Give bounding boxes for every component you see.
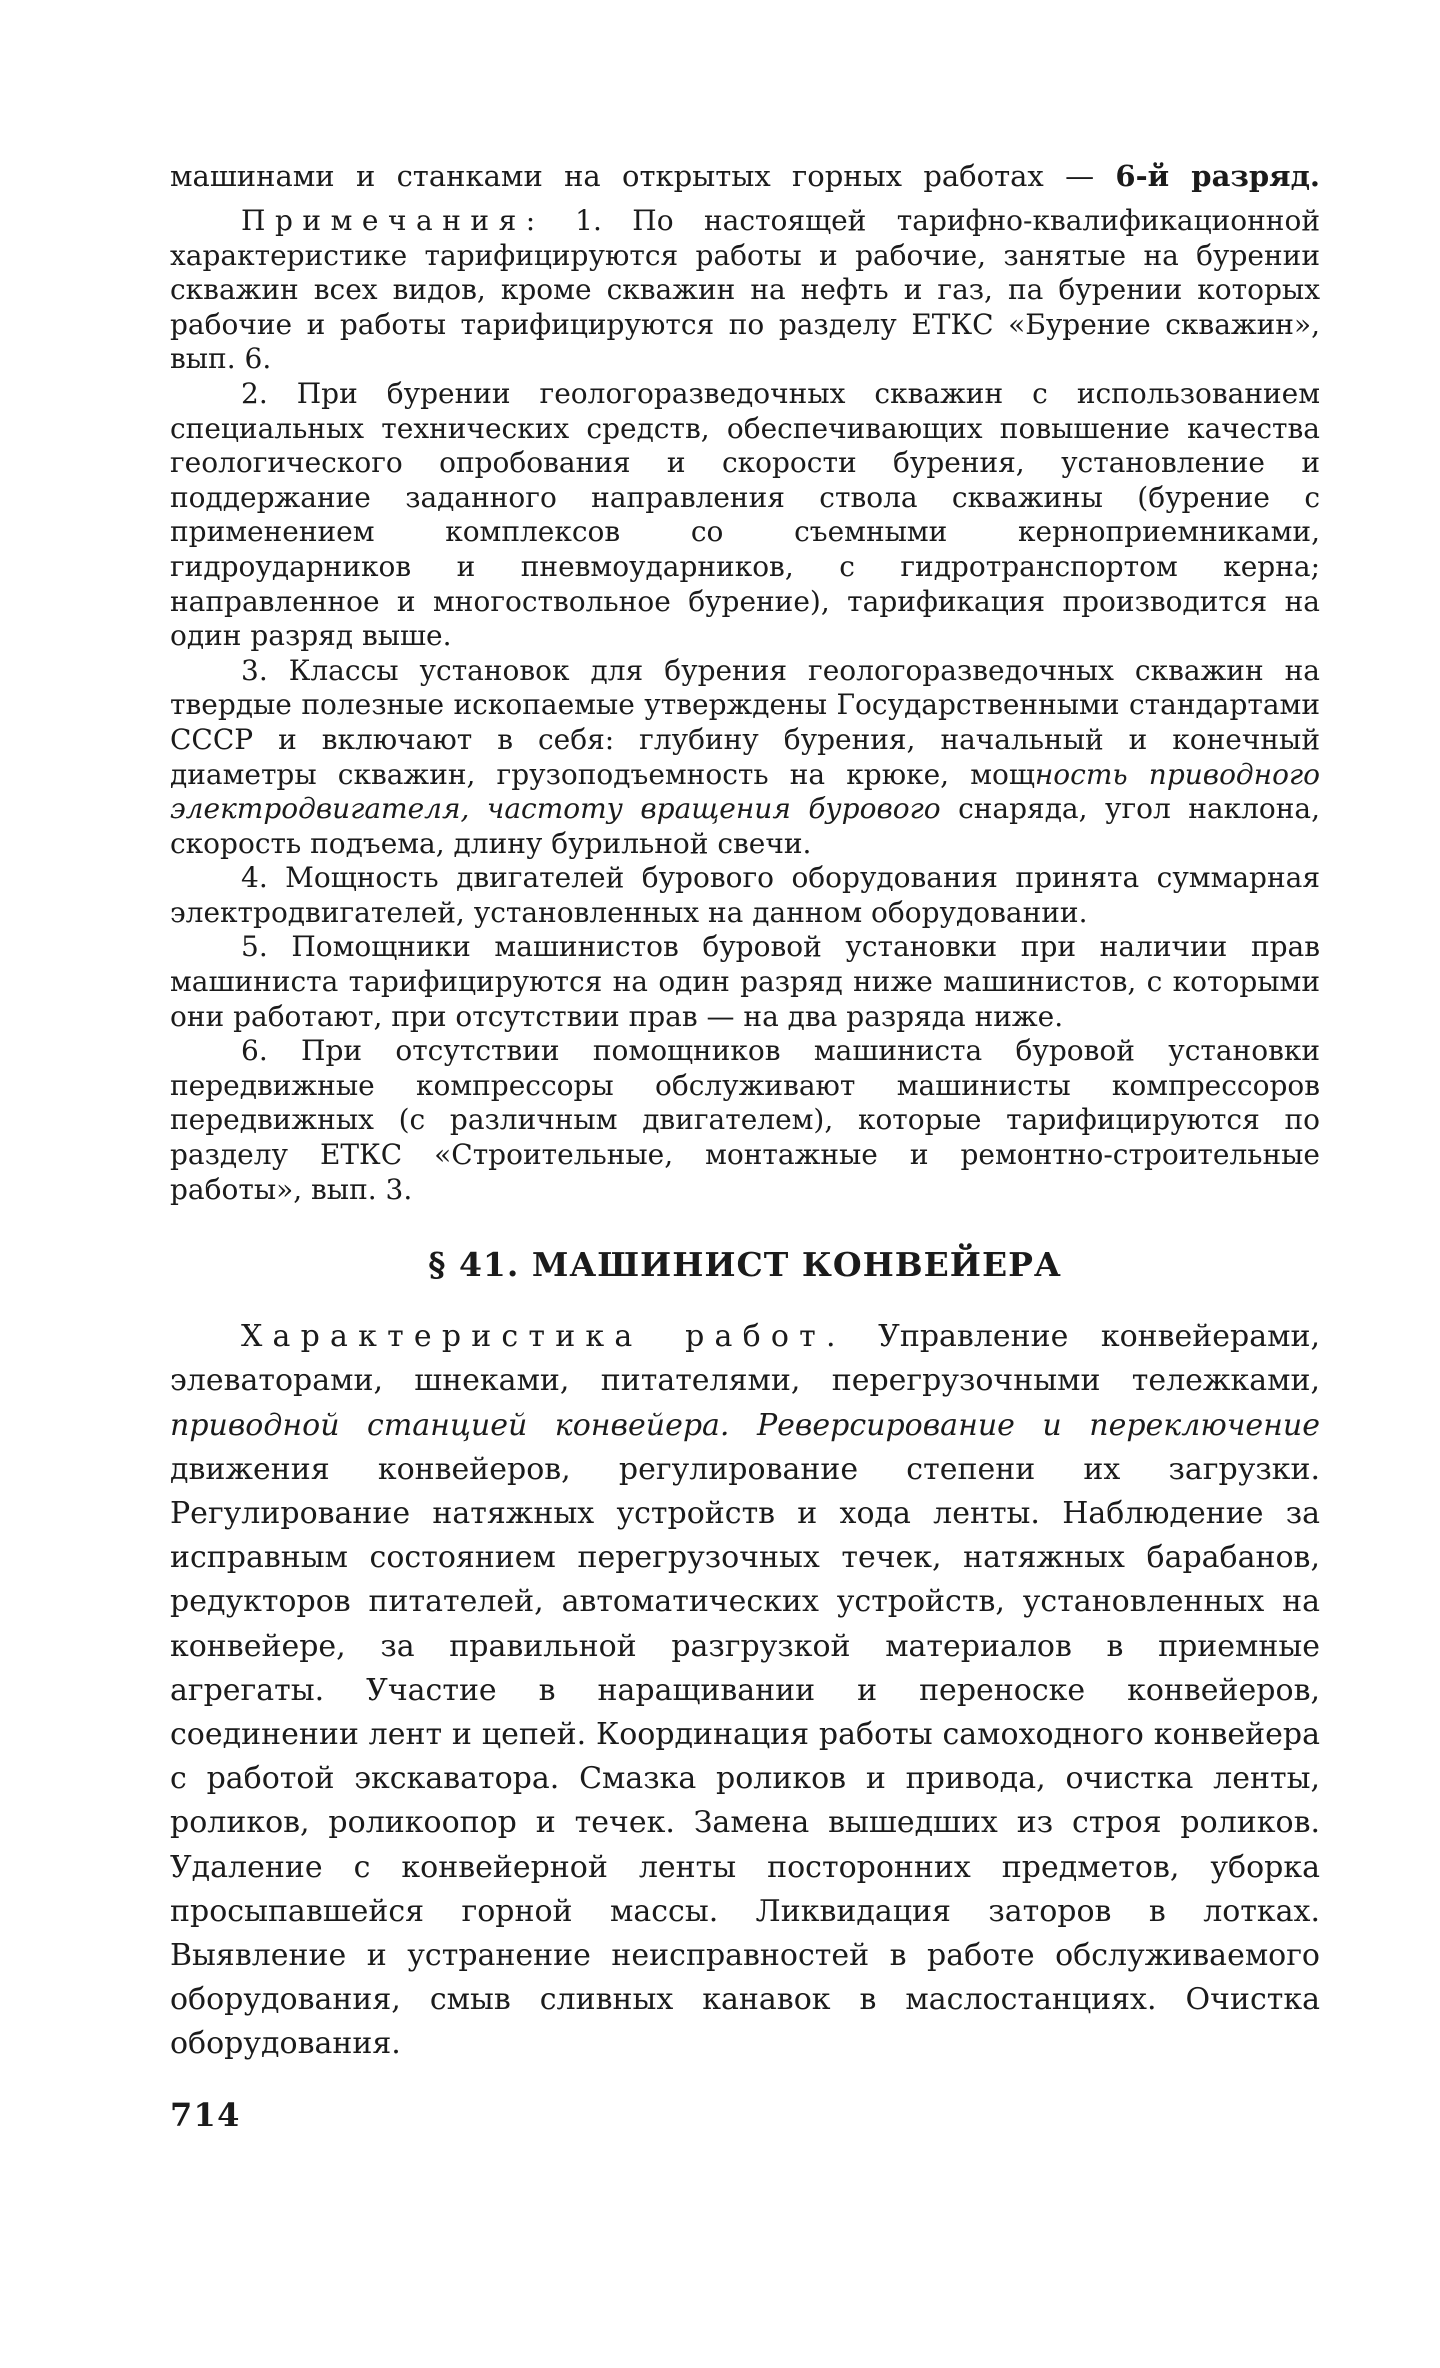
characteristic-paragraph (170, 1315, 1320, 2066)
characteristic-italic: приводной станцией конвейера. Реверсирование и переключение (170, 1407, 1320, 1443)
note-5: 5. Помощники машинистов буровой установки при наличии прав машиниста тарифицируются на один разряд ниже машинистов, с которыми они работают, при отсутствии прав — на два разряда ниже. (170, 930, 1320, 1033)
notes-label: Примечания: (241, 204, 545, 237)
note-6: 6. При отсутствии помощников машиниста буровой установки передвижные компрессоры обслуживают машинисты компрессоров передвижных (с различным двигателем), которые тарифицируются по разделу ЕТКС «Строительные, монтажные и ремонтно-строительные работы», вып. 3. (170, 1034, 1320, 1206)
characteristic-label: Характеристика работ. (241, 1319, 846, 1355)
section-heading: § 41. МАШИНИСТ КОНВЕЙЕРА (428, 1245, 1062, 1285)
note-3 (170, 654, 1320, 862)
note-3-tail: снаряда, угол наклона, скорость подъема, длину бурильной свечи. (170, 792, 1320, 860)
note-1 (170, 204, 1320, 377)
characteristic-text-2: движения конвейеров, регулирование степени их загрузки. Регулирование натяжных устройств и хода ленты. Наблюдение за исправным состоянием перегрузочных течек, натяжных барабанов, редукторов питателей, автоматических устройств, установленных на конвейере, за правильной разгрузкой материалов в приемные агрегаты. Участие в наращивании и переноске конвейеров, соединении лент и цепей. Координация работы самоходного конвейера с работой экскаватора. Смазка роликов и привода, очистка ленты, роликов, роликоопор и течек. Замена вышедших из строя роликов. Удаление с конвейерной ленты посторонних предметов, уборка просыпавшейся горной массы. Ликвидация заторов в лотках. Выявление и устранение неисправностей в работе обслуживаемого оборудования, смыв сливных канавок в маслостанциях. Очистка оборудования. (170, 1451, 1320, 2062)
note-4: 4. Мощность двигателей бурового оборудования принята суммарная электродвигателей, установленных на данном оборудовании. (170, 861, 1320, 929)
note-1-text: 1. По настоящей тарифно-квалификационной характеристике тарифицируются работы и рабочие, занятые на бурении скважин всех видов, кроме скважин на нефть и газ, па бурении которых рабочие и работы тарифицируются по разделу ЕТКС «Бурение скважин», вып. 6. (170, 204, 1320, 376)
continuation-line (170, 156, 1320, 196)
note-3-italic: ность приводного электродвигателя, частоту вращения бурового (170, 757, 1320, 826)
page-content (170, 156, 1320, 2067)
grade-text: 6-й разряд. (1115, 159, 1320, 193)
note-3-text: 3. Классы установок для бурения геологоразведочных скважин на твердые полезные ископаемые утверждены Государственными стандартами СССР и включают в себя: глубину бурения, начальный и конечный диаметры скважин, грузоподъемность на крюке, мощ (170, 653, 1320, 791)
continuation-text: машинами и станками на открытых горных работах — (170, 159, 1116, 193)
note-2: 2. При бурении геологоразведочных скважин с использованием специальных технических средств, обеспечивающих повышение качества геологического опробования и скорости бурения, установление и поддержание заданного направления ствола скважины (бурение с применением комплексов со съемными керноприемниками, гидроударников и пневмоударников, с гидротранспортом керна; направленное и многоствольное бурение), тарификация производится на один разряд выше. (170, 376, 1320, 653)
page-number: 714 (170, 2096, 241, 2134)
characteristic-text-1: Управление конвейерами, элеваторами, шнеками, питателями, перегрузочными тележками, (170, 1319, 1320, 1399)
notes-block (170, 204, 1320, 1207)
